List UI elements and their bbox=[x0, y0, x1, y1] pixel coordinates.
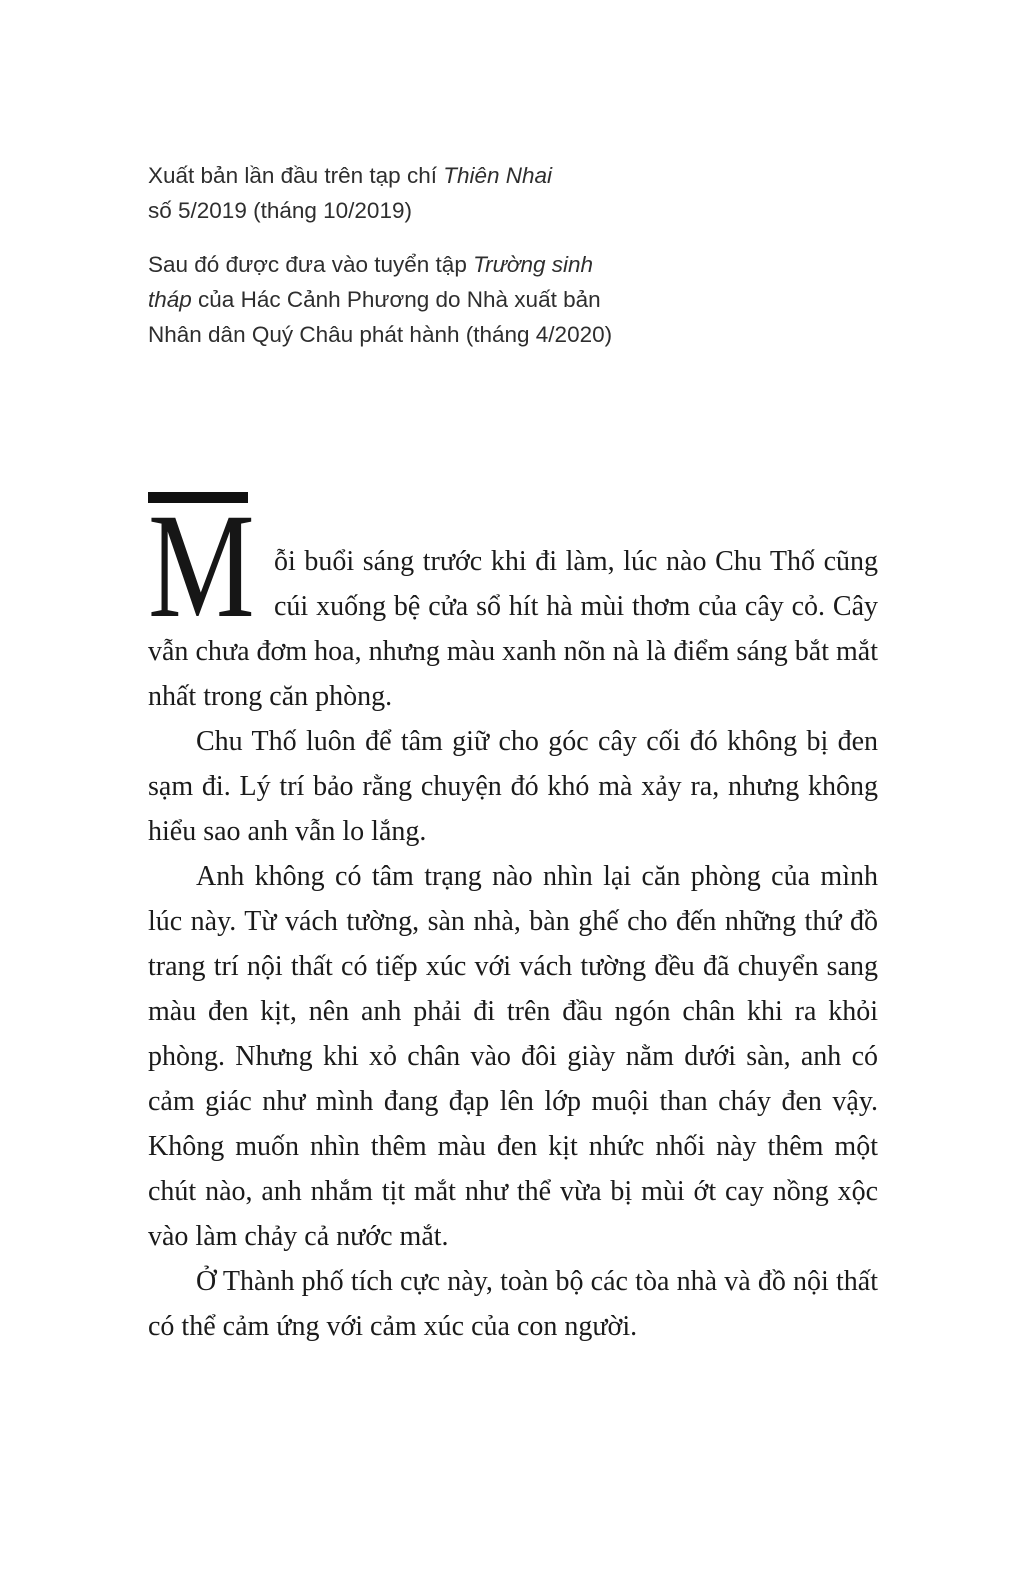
paragraph-4: Ở Thành phố tích cực này, toàn bộ các tòa nhà và đồ nội thất có thể cảm ứng với cảm xúc của con người. bbox=[148, 1266, 878, 1342]
publication-note-first bbox=[148, 158, 638, 228]
paragraph-2: Chu Thố luôn để tâm giữ cho góc cây cối đó không bị đen sạm đi. Lý trí bảo rằng chuyện đó khó mà xảy ra, nhưng không hiểu sao anh vẫn lo lắng. bbox=[148, 726, 878, 847]
publication-note-second bbox=[148, 247, 638, 352]
note2-book-title: Trường sinh tháp bbox=[148, 252, 594, 312]
dropcap-block bbox=[148, 483, 260, 649]
paragraph-1-text: ỗi buổi sáng trước khi đi làm, lúc nào Chu Thố cũng cúi xuống bệ cửa sổ hít hà mùi thơm của cây cỏ. Cây vẫn chưa đơm hoa, nhưng màu xanh nõn nà là điểm sáng bắt mắt nhất trong căn phòng. bbox=[148, 546, 878, 712]
paragraph-3: Anh không có tâm trạng nào nhìn lại căn phòng của mình lúc này. Từ vách tường, sàn nhà, bàn ghế cho đến những thứ đồ trang trí nội thất có tiếp xúc với vách tường đều đã chuyển sang màu đen kịt, nên anh phải đi trên đầu ngón chân khi ra khỏi phòng. Nhưng khi xỏ chân vào đôi giày nằm dưới sàn, anh có cảm giác như mình đang đạp lên lớp muội than cháy đen vậy. Không muốn nhìn thêm màu đen kịt nhức nhối này thêm một chút nào, anh nhắm tịt mắt như thể vừa bị mùi ớt cay nồng xộc vào làm chảy cả nước mắt. bbox=[148, 861, 878, 1252]
note1-journal-title: Thiên Nhai bbox=[443, 163, 553, 188]
dropcap-letter: M bbox=[148, 483, 255, 649]
paragraph-1 bbox=[148, 483, 878, 719]
note1-text: Xuất bản lần đầu trên tạp chí bbox=[148, 163, 444, 188]
note2-text-after: của Hác Cảnh Phương do Nhà xuất bản Nhân dân Quý Châu phát hành (tháng 4/2020) bbox=[148, 287, 613, 347]
note2-text-before: Sau đó được đưa vào tuyển tập bbox=[148, 252, 474, 277]
publication-notes bbox=[148, 158, 708, 352]
note1-issue-line: số 5/2019 (tháng 10/2019) bbox=[148, 198, 412, 223]
chapter-body bbox=[148, 483, 878, 1349]
